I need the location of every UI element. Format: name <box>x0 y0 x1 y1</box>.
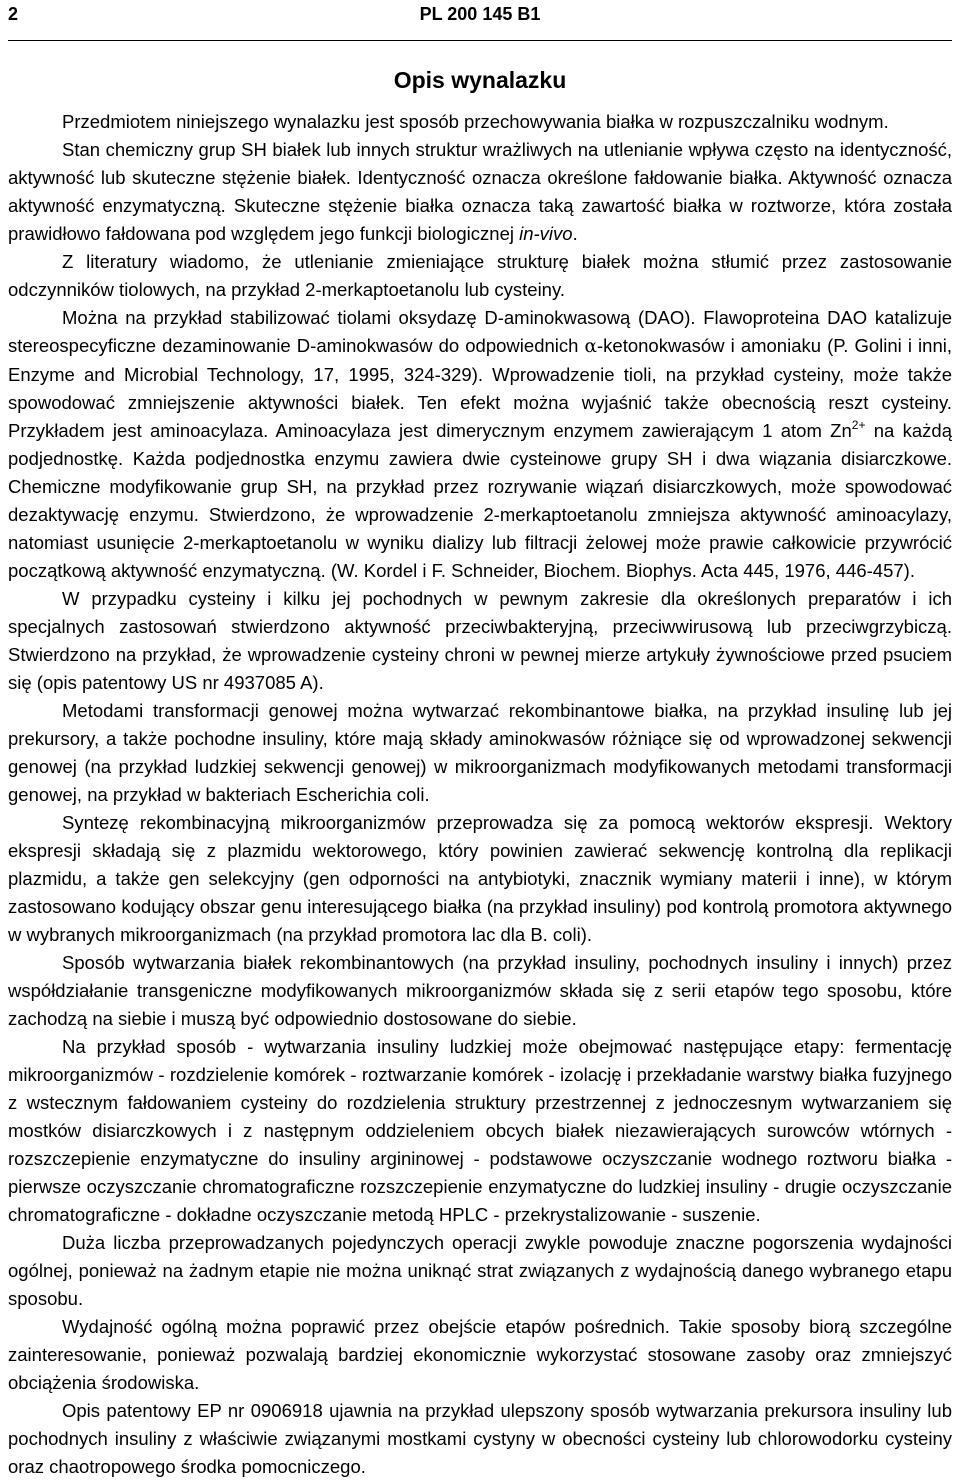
alpha-symbol: α <box>584 336 598 357</box>
paragraph: Metodami transformacji genowej można wytwarzać rekombinantowe białka, na przykład insulinę lub jej prekursory, a także pochodne insuliny, które mają składy aminokwasów różniące się od wprowadzonej sekwencji genowej (na przykład ludzkiej sekwencji genowej) w mikroorganizmach modyfikowanych metodami transformacji genowej, na przykład w bakteriach Escherichia coli. <box>8 700 952 805</box>
document-title: Opis wynalazku <box>393 67 567 93</box>
paragraph: Sposób wytwarzania białek rekombinantowych (na przykład insuliny, pochodnych insuliny i innych) przez współdziałanie transgeniczne modyfikowanych mikroorganizmów składa się z serii etapów tego sposobu, które zachodzą na siebie i muszą być odpowiednio dostosowane do siebie. <box>8 952 952 1029</box>
paragraph: Duża liczba przeprowadzanych pojedynczych operacji zwykle powoduje znaczne pogorszenia wydajności ogólnej, ponieważ na żadnym etapie nie można uniknąć strat związanych z wydajnością danego wybranego etapu sposobu. <box>8 1232 952 1309</box>
paragraph: Opis patentowy EP nr 0906918 ujawnia na przykład ulepszony sposób wytwarzania prekursora insuliny lub pochodnych insuliny z właściwie związanymi mostkami cystyny w obecności cysteiny lub chlorowodorku cysteiny oraz chaotropowego środka pomocniczego. <box>8 1400 952 1477</box>
paragraph: Na przykład sposób - wytwarzania insuliny ludzkiej może obejmować następujące etapy: fermentację mikroorganizmów - rozdzielenie komórek - roztwarzanie komórek - izolację i przekładanie warstwy białka fuzyjnego z wstecznym fałdowaniem cysteiny do rozdzielenia struktury przestrzennej z jednoczesnym wytwarzaniem się mostków disiarczkowych i z następnym oddzieleniem obcych białek niezawierających surowców wtórnych - rozszczepienie enzymatyczne do insuliny argininowej - podstawowe oczyszczanie wodnego roztworu białka - pierwsze oczyszczanie chromatograficzne rozszczepienie enzymatyczne do ludzkiej insuliny - drugie oczyszczanie chromatograficzne - dokładne oczyszczanie metodą HPLC - przekrystalizowanie - suszenie. <box>8 1036 952 1225</box>
paragraph: Można na przykład stabilizować tiolami oksydazę D-aminokwasową (DAO). Flawoproteina DAO katalizuje stereospecyficzne dezaminowanie D-aminokwasów do odpowiednich α-ketonokwasów i amoniaku (P. Golini i inni, Enzyme and Microbial Technology, 17, 1995, 324-329). Wprowadzenie tioli, na przykład cysteiny, może także spowodować zmniejszenie aktywności białek. Ten efekt można wyjaśnić także obecnością reszt cysteiny. Przykładem jest aminoacylaza. Aminoacylaza jest dimerycznym enzymem zawierającym 1 atom $Zn^{2+}$ na każdą podjednostkę. Każda podjednostka enzymu zawiera dwie cysteinowe grupy SH i dwa wiązania disiarczkowe. Chemiczne modyfikowanie grup SH, na przykład przez rozrywanie wiązań disiarczkowych, może spowodować dezaktywację enzymu. Stwierdzono, że wprowadzenie 2-merkaptoetanolu zmniejsza aktywność aminoacylazy, natomiast usunięcie 2-merkaptoetanolu w wyniku dializy lub filtracji żelowej może prawie całkowicie przywrócić początkową aktywność enzymatyczną. (W. Kordel i F. Schneider, Biochem. Biophys. Acta 445, 1976, 446-457). <box>8 307 952 581</box>
paragraph: Syntezę rekombinacyjną mikroorganizmów przeprowadza się za pomocą wektorów ekspresji. Wektory ekspresji składają się z plazmidu wektorowego, który powinien zawierać sekwencję kontrolną dla replikacji plazmidu, a także gen selekcyjny (gen odporności na antybiotyki, znacznik wymiany materii i inne), w którym zastosowano kodujący obszar genu interesującego białka (na przykład insuliny) pod kontrolą promotora aktywnego w wybranych mikroorganizmach (na przykład promotora lac dla B. coli). <box>8 812 952 945</box>
paragraph: W przypadku cysteiny i kilku jej pochodnych w pewnym zakresie dla określonych preparatów i ich specjalnych zastosowań stwierdzono aktywność przeciwbakteryjną, przeciwwirusową lub przeciwgrzybiczą. Stwierdzono na przykład, że wprowadzenie cysteiny chroni w pewnej mierze artykuły żywnościowe przed psuciem się (opis patentowy US nr 4937085 A). <box>8 588 952 693</box>
superscript-charge: 2+ <box>851 418 866 432</box>
page-number: 2 <box>8 4 19 24</box>
paragraph: Z literatury wiadomo, że utlenianie zmieniające strukturę białek można stłumić przez zastosowanie odczynników tiolowych, na przykład 2-merkaptoetanolu lub cysteiny. <box>8 251 952 300</box>
document-page <box>8 0 952 1481</box>
page-header <box>8 0 952 41</box>
document-body <box>8 108 952 1481</box>
patent-id: PL 200 145 B1 <box>419 4 541 24</box>
italic-term: in-vivo <box>519 223 573 244</box>
paragraph: Wydajność ogólną można poprawić przez obejście etapów pośrednich. Takie sposoby biorą szczególne zainteresowanie, ponieważ pozwalają bardziej ekonomicznie wykorzystać stosowane zasoby oraz zmniejszyć obciążenia środowiska. <box>8 1316 952 1393</box>
paragraph: Stan chemiczny grup SH białek lub innych struktur wrażliwych na utlenianie wpływa często na identyczność, aktywność lub skuteczne stężenie białek. Identyczność oznacza określone fałdowanie białka. Aktywność oznacza aktywność enzymatyczną. Skuteczne stężenie białka oznacza taką zawartość białka w roztworze, która została prawidłowo fałdowana pod względem jego funkcji biologicznej in-vivo. <box>8 139 952 244</box>
paragraph: Przedmiotem niniejszego wynalazku jest sposób przechowywania białka w rozpuszczalniku wodnym. <box>62 111 889 132</box>
